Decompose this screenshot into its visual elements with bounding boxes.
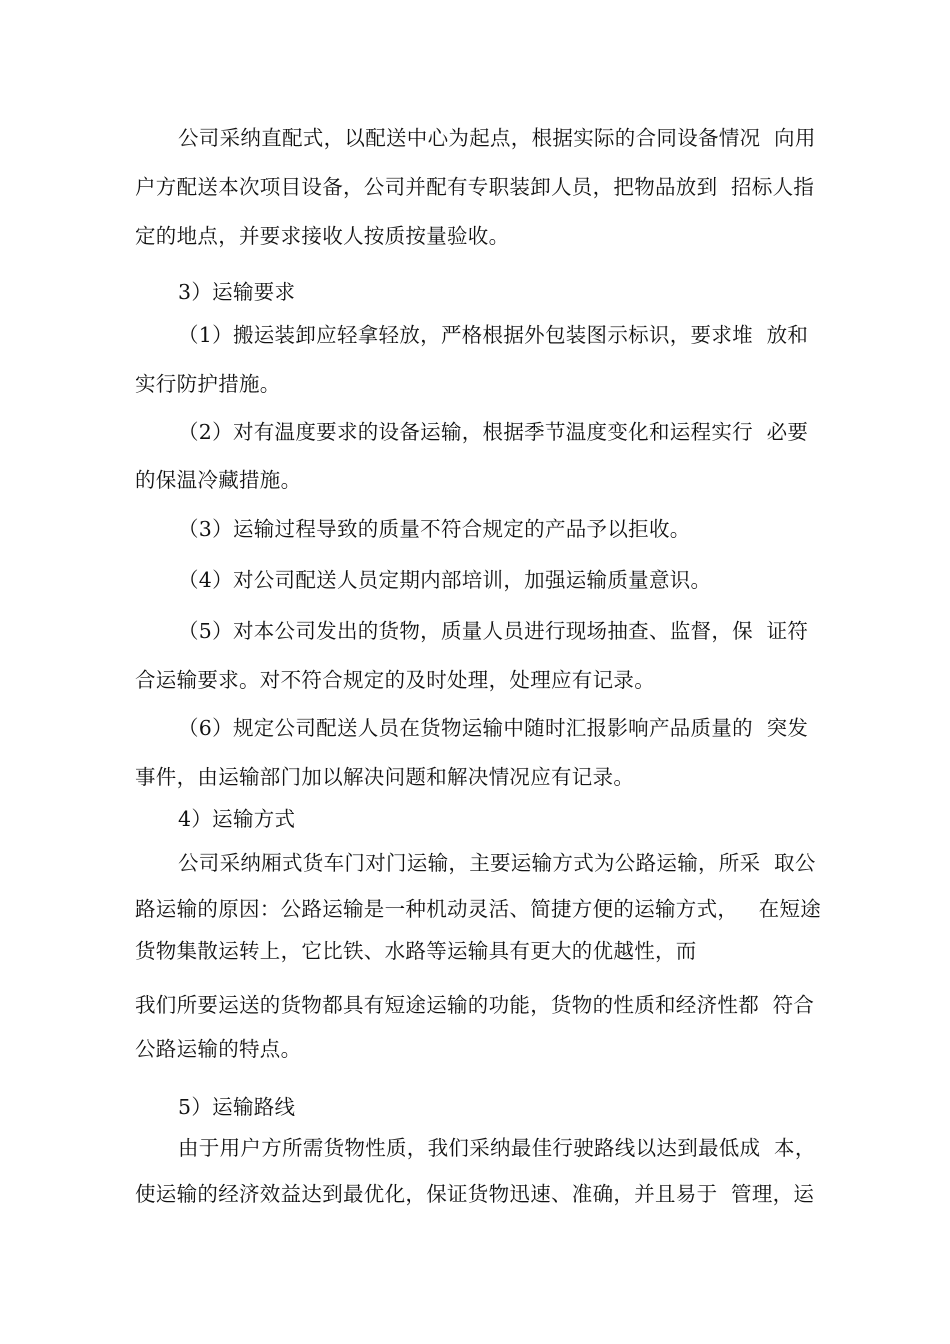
section-heading: 3）运输要求 (178, 280, 296, 304)
section-heading: 4）运输方式 (178, 807, 296, 831)
paragraph-line: 我们所要运送的货物都具有短途运输的功能，货物的性质和经济性都 符合 (135, 993, 815, 1017)
paragraph-line: 路运输的原因：公路运输是一种机动灵活、简捷方便的运输方式， 在短途 (135, 897, 822, 921)
paragraph-line: 定的地点，并要求接收人按质按量验收。 (135, 224, 510, 248)
paragraph-line: 由于用户方所需货物性质，我们采纳最佳行驶路线以达到最低成 本， (178, 1136, 816, 1160)
paragraph-line: 实行防护措施。 (135, 372, 281, 396)
paragraph-line: （1）搬运装卸应轻拿轻放，严格根据外包装图示标识，要求堆 放和 (178, 323, 809, 347)
paragraph-line: 使运输的经济效益达到最优化，保证货物迅速、准确，并且易于 管理，运 (135, 1182, 815, 1206)
paragraph-line: 公司采纳直配式，以配送中心为起点，根据实际的合同设备情况 向用 (178, 126, 816, 150)
section-heading: 5）运输路线 (178, 1095, 296, 1119)
paragraph-line: 公司采纳厢式货车门对门运输，主要运输方式为公路运输，所采 取公 (178, 851, 816, 875)
paragraph-line: （4）对公司配送人员定期内部培训，加强运输质量意识。 (178, 568, 712, 592)
paragraph-line: 户方配送本次项目设备，公司并配有专职装卸人员，把物品放到 招标人指 (135, 175, 815, 199)
paragraph-line: 公路运输的特点。 (135, 1037, 302, 1061)
paragraph-line: （6）规定公司配送人员在货物运输中随时汇报影响产品质量的 突发 (178, 716, 809, 740)
paragraph-line: （3）运输过程导致的质量不符合规定的产品予以拒收。 (178, 517, 691, 541)
paragraph-line: 合运输要求。对不符合规定的及时处理，处理应有记录。 (135, 668, 655, 692)
paragraph-line: 的保温冷藏措施。 (135, 468, 302, 492)
paragraph-line: 事件，由运输部门加以解决问题和解决情况应有记录。 (135, 765, 635, 789)
paragraph-line: （2）对有温度要求的设备运输，根据季节温度变化和运程实行 必要 (178, 420, 809, 444)
paragraph-line: 货物集散运转上，它比铁、水路等运输具有更大的优越性，而 (135, 939, 697, 963)
paragraph-line: （5）对本公司发出的货物，质量人员进行现场抽查、监督，保 证符 (178, 619, 809, 643)
